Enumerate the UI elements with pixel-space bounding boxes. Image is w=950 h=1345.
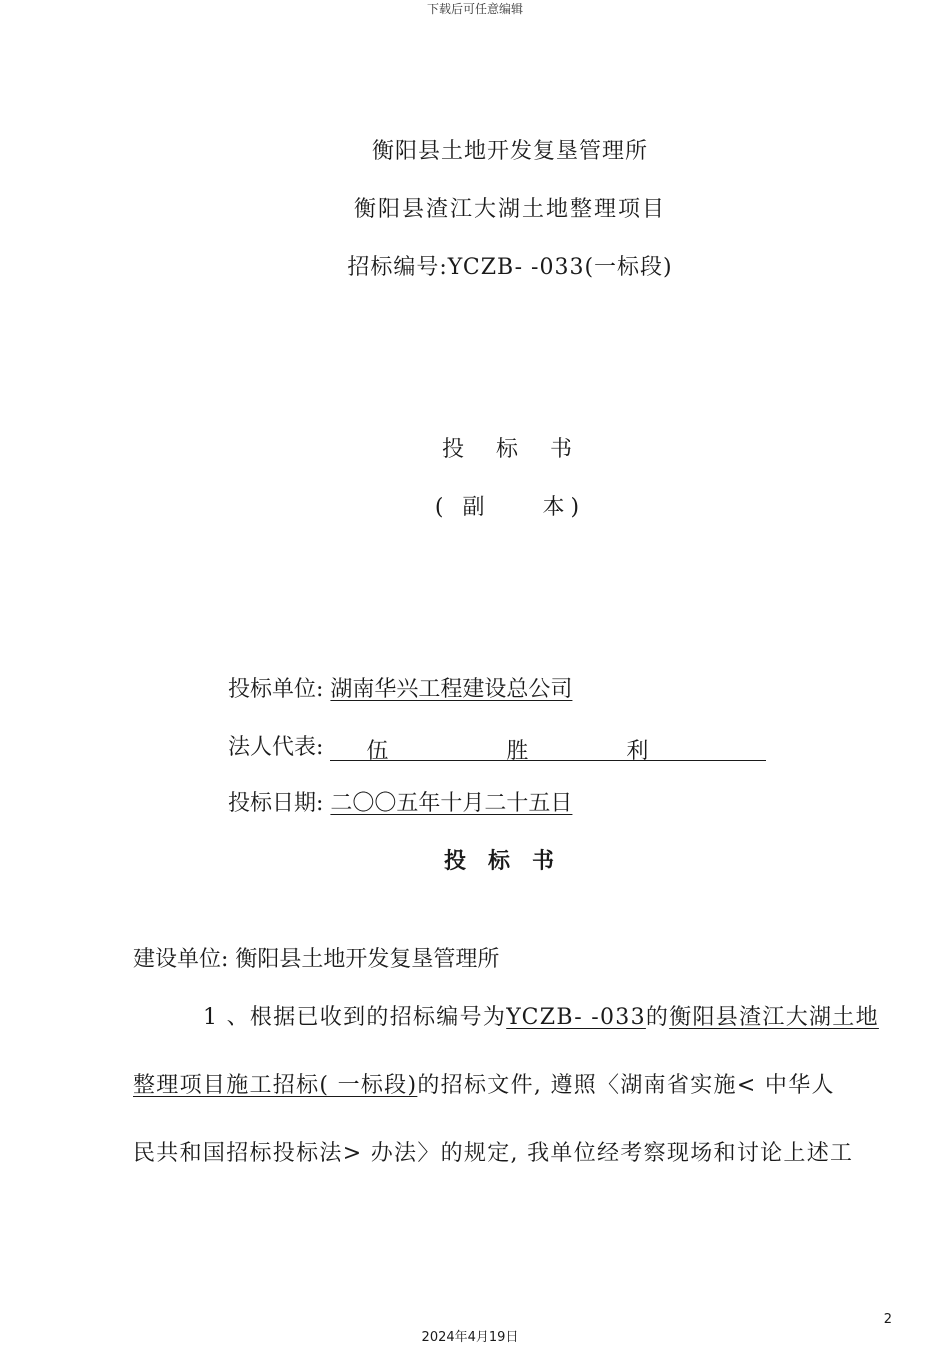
cover-project: 衡阳县渣江大湖土地整理项目: [353, 197, 666, 222]
para-intro: 1 、根据已收到的招标编号为: [203, 1005, 507, 1030]
cover-tender-no: 招标编号:YCZB- -033(一标段): [347, 255, 673, 280]
para-project-b: 整理项目施工招标( 一标段): [133, 1073, 418, 1098]
para-de: 的: [645, 1005, 670, 1030]
date-value: 二〇〇五年十月二十五日: [330, 791, 573, 816]
bidder-row: [228, 672, 572, 703]
para-rest-a: 的招标文件, 遵照〈湖南省实施< 中华人: [417, 1073, 835, 1098]
cover-org: 衡阳县土地开发复垦管理所: [371, 139, 648, 164]
header-note: 下载后可任意编辑: [426, 2, 523, 16]
para-project-a: 衡阳县渣江大湖土地: [669, 1005, 879, 1030]
legal-char-2: 胜: [506, 739, 529, 764]
para-line-2: [133, 1068, 887, 1099]
legal-value: [330, 734, 766, 764]
legal-row: [228, 730, 766, 764]
footer-date: 2024年4月19日: [421, 1330, 519, 1345]
cover-doc-title: 投 标 书: [442, 437, 578, 462]
legal-char-3: 利: [626, 739, 649, 764]
bidder-value: 湖南华兴工程建设总公司: [330, 677, 573, 702]
para-line-1: [133, 1000, 887, 1031]
date-label: 投标日期:: [228, 791, 324, 816]
letter-addressee: 建设单位: 衡阳县土地开发复垦管理所: [133, 947, 500, 972]
cover-copy-label: ( 副 本): [434, 495, 586, 520]
para-tender-code: YCZB- -033: [506, 1005, 646, 1030]
bidder-label: 投标单位:: [228, 677, 324, 702]
date-row: [228, 786, 572, 817]
para-line-3: 民共和国招标投标法> 办法〉的规定, 我单位经考察现场和讨论上述工: [133, 1141, 854, 1166]
page-number: 2: [883, 1312, 892, 1327]
legal-label: 法人代表:: [228, 735, 324, 760]
legal-char-1: 伍: [366, 739, 389, 764]
letter-title: 投标书: [443, 848, 576, 874]
